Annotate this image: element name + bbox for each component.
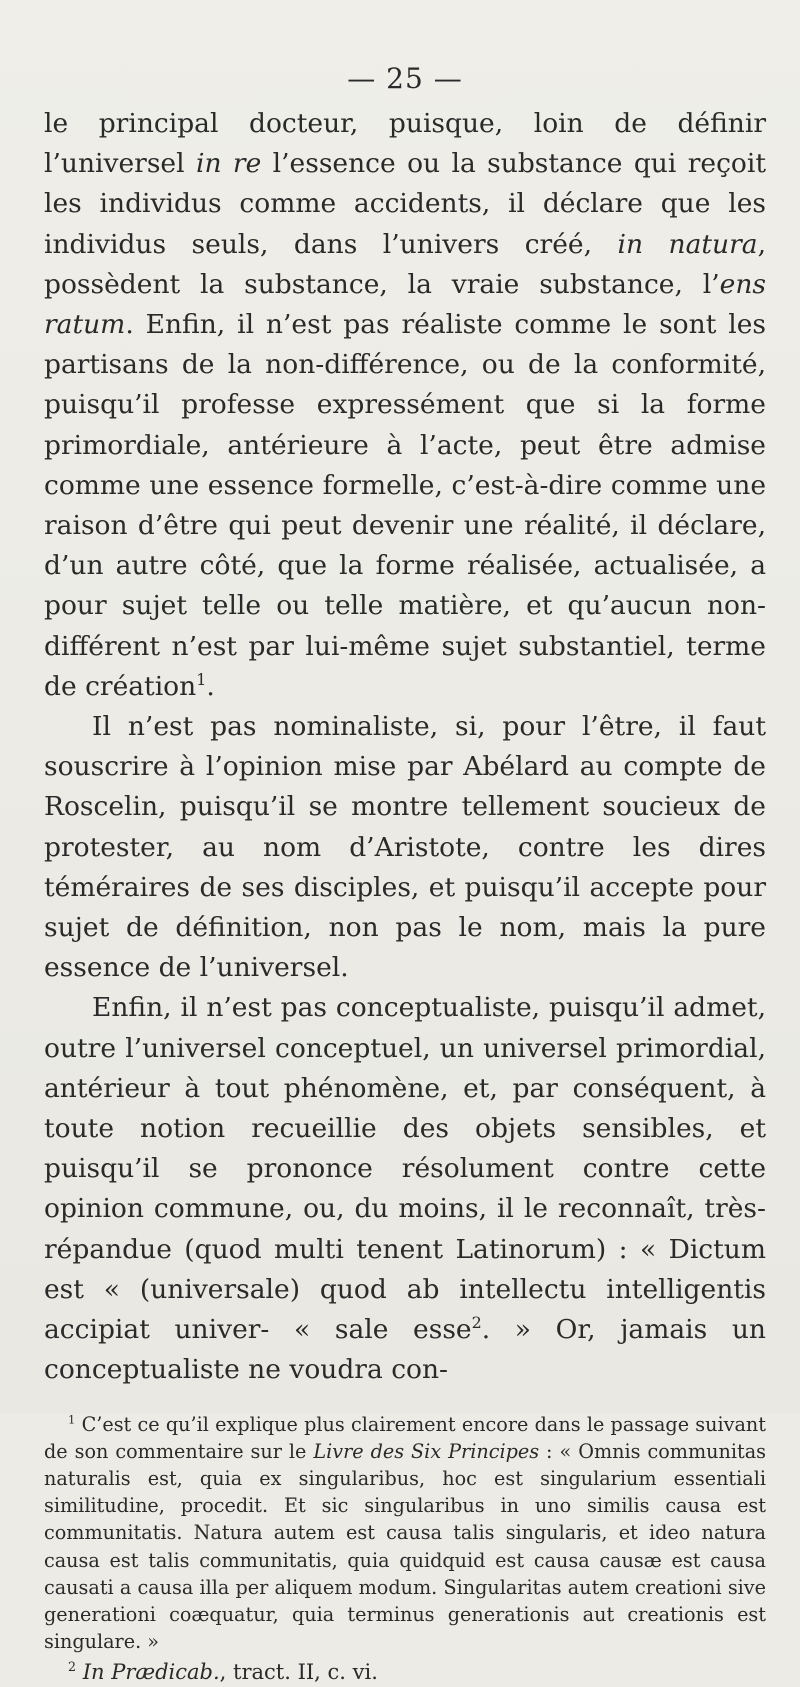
page-number: — 25 —: [347, 62, 463, 95]
main-text: [44, 104, 766, 1391]
footnote-ref-1: 1: [196, 670, 207, 690]
paragraph-1: [44, 104, 766, 707]
p1-text-a: le principal docteur, puisque, loin de définir l’universel: [44, 108, 766, 180]
p1-text-end: .: [206, 670, 215, 702]
footnote-1: [44, 1411, 766, 1656]
footnote-1-text-b: : « Omnis communitas naturalis est, quia ex singularibus, hoc est singularium essentiali similitudine, procedit. Et sic singularibus in uno similis causa est communitatis. Natura autem est causa talis singularis, et ideo natura causa est talis communitatis, quia quidquid est causa causæ est causa causati a causa illa per aliquem modum. Singularitas autem creationi sive generationi coæquatur, quia terminus generationis aut creationis est singulare. »: [44, 1439, 766, 1654]
p1-italic-in-natura: in natura: [617, 228, 758, 260]
footnotes: [44, 1411, 766, 1687]
footnote-2-mark: 2: [68, 1659, 77, 1675]
p1-text-e: , possèdent la substance, la vraie substance, l’: [44, 228, 766, 300]
footnote-1-title: Livre des Six Principes: [313, 1439, 540, 1463]
footnote-1-text-a: C’est ce qu’il explique plus clairement encore dans le passage suivant de son commentaire sur le: [44, 1412, 766, 1463]
p1-italic-ens-ratum: ens ratum: [44, 268, 766, 341]
footnote-ref-2: 2: [471, 1313, 482, 1333]
footnote-1-mark: 1: [68, 1412, 76, 1427]
footnote-2: [44, 1659, 766, 1686]
paragraph-2: Il n’est pas nominaliste, si, pour l’être, il faut souscrire à l’opinion mise par Abélard au compte de Roscelin, puisqu’il se montre tellement soucieux de protester, au nom d’Aristote, contre les dires téméraires de ses disciples, et puisqu’il accepte pour sujet de définition, non pas le nom, mais la pure essence de l’universel.: [44, 711, 766, 984]
p3-text-a: Enfin, il n’est pas conceptualiste, puisqu’il admet, outre l’universel conceptuel, un universel primordial, antérieur à tout phénomène, et, par conséquent, à toute notion recueillie des objets sensibles, et puisqu’il se prononce résolument contre cette opinion commune, ou, du moins, il le reconnaît, très-répandue (quod multi tenent Latinorum) : « Dictum est « (universale) quod ab intellectu intelligentis accipiat univer- « sale esse: [44, 992, 766, 1346]
footnote-2-rest: , tract. II, c. vi.: [219, 1660, 378, 1685]
p3-text-b: . » Or, jamais un conceptualiste ne voudra con-: [44, 1314, 766, 1386]
p1-text-g: . Enfin, il n’est pas réaliste comme le sont les partisans de la non-différence, ou de la conformité, puisqu’il professe expressément que si la forme primordiale, antérieure à l’acte, peut être admise comme une essence formelle, c’est-à-dire comme une raison d’être qui peut devenir une réalité, il déclare, d’un autre côté, que la forme réalisée, actualisée, a pour sujet telle ou telle matière, et qu’aucun non-différent n’est par lui-même sujet substantiel, terme de création: [44, 309, 766, 702]
p1-italic-in-re: in re: [195, 148, 262, 180]
footnote-2-title: In Prædicab.: [82, 1660, 220, 1685]
paragraph-3: [44, 988, 766, 1390]
p1-text-c: l’essence ou la substance qui reçoit les individus comme accidents, il déclare que les individus seuls, dans l’univers créé,: [44, 148, 766, 260]
